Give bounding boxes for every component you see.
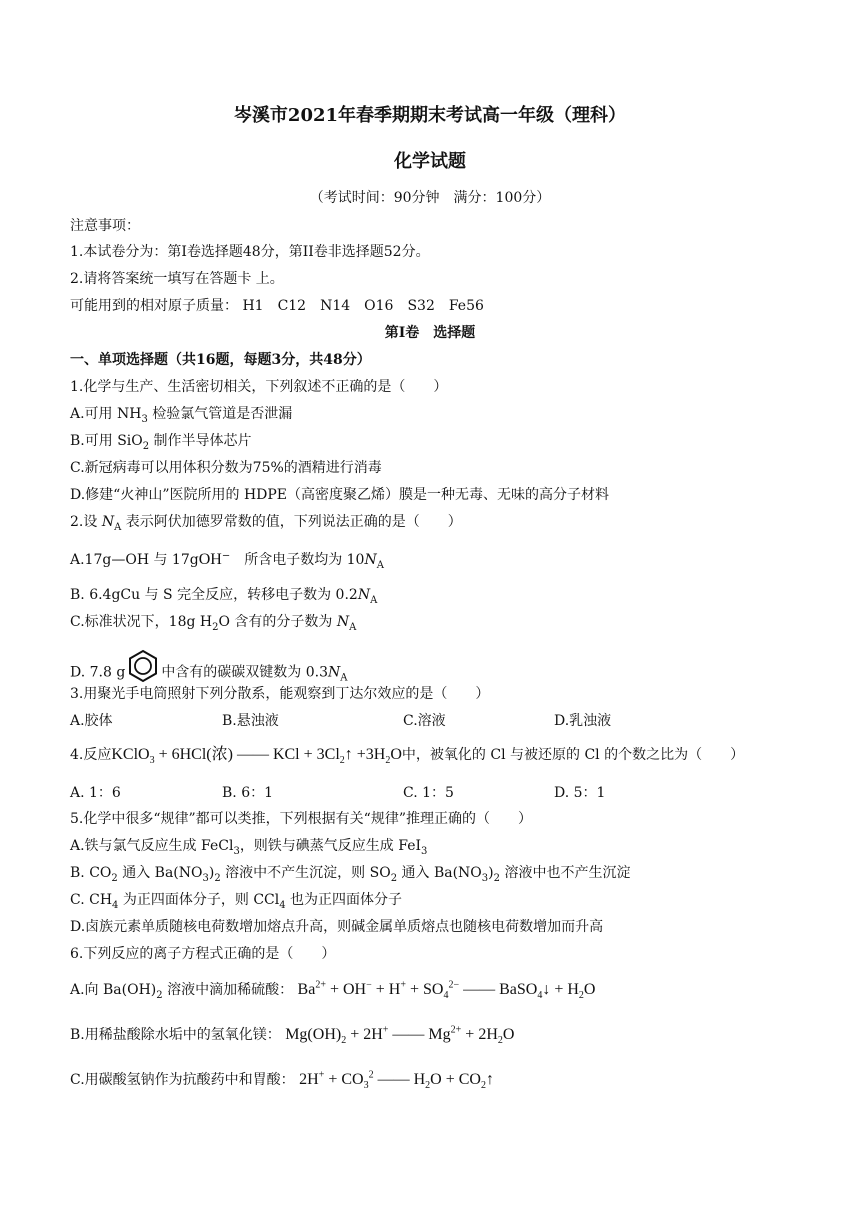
q1-option-a: A.可用 $NH_3$ 检验氯气管道是否泄漏 <box>70 406 293 425</box>
exam-title: 岑溪市2021年春季期期末考试高一年级（理科） <box>233 105 627 126</box>
q6-c-equation: $2H^+ + CO_3^2$ —— $H_2O$ + $CO_2↑$ <box>299 1069 494 1092</box>
q4-equation: KClO$_3$ + 6HCl(浓) —— KCl + $3Cl_2↑ +3H_2O$ <box>111 746 402 767</box>
section-title: 第I卷 选择题 <box>384 325 476 341</box>
paper-subtitle: 化学试题 <box>394 151 466 172</box>
q3-option-a: A.胶体 <box>70 713 113 729</box>
atomic-masses: 可能用到的相对原子质量： H1 C12 N14 O16 S32 Fe56 <box>70 298 484 314</box>
exam-info: （考试时间：90分钟 满分：100分） <box>309 190 551 206</box>
q5-stem: 5.化学中很多“规律”都可以类推，下列根据有关“规律”推理正确的（ ） <box>70 811 532 827</box>
q5-option-c: C. $CH_4$ 为正四面体分子，则 CCl$_4$ 也为正四面体分子 <box>70 892 403 911</box>
q2-option-d: D. 7.8 g 中含有的碳碳双键数为 $0.3N_A$ <box>70 648 348 697</box>
q1-option-b: B.可用 SiO$_2$ 制作半导体芯片 <box>70 433 252 452</box>
part-1-heading: 一、单项选择题（共16题，每题3分，共48分） <box>70 352 371 368</box>
q6-option-c: C.用碳酸氢钠作为抗酸药中和胃酸： $2H^+ + CO_3^2$ —— $H_2O$ + $CO_2↑$ <box>70 1069 494 1092</box>
q3-option-c: C.溶液 <box>403 713 446 729</box>
q5-option-d: D.卤族元素单质随核电荷数增加熔点升高，则碱金属单质熔点也随核电荷数增加而升高 <box>70 919 604 935</box>
q6-a-equation: $Ba^{2+} + OH^- + H^+ + SO_4^{2-}$ —— BaSO$_4$↓ + $H_2O$ <box>297 979 596 1002</box>
q2-option-a: A.17g—OH 与 17gOH− 所含电子数均为 $10N_A$ <box>70 550 384 571</box>
q1-stem: 1.化学与生产、生活密切相关，下列叙述不正确的是（ ） <box>70 379 448 395</box>
q3-option-d: D.乳浊液 <box>554 713 612 729</box>
q5-option-b: B. $CO_2$ 通入 $Ba(NO_3)_2$ 溶液中不产生沉淀，则 $SO_2$ 通入 $Ba(NO_3)_2$ 溶液中也不产生沉淀 <box>70 865 631 884</box>
q3-option-b: B.悬浊液 <box>222 713 279 729</box>
q1-option-d: D.修建“火神山”医院所用的 HDPE（高密度聚乙烯）膜是一种无毒、无味的高分子材料 <box>70 487 610 503</box>
q6-stem: 6.下列反应的离子方程式正确的是（ ） <box>70 946 336 962</box>
q1-option-c: C.新冠病毒可以用体积分数为75%的酒精进行消毒 <box>70 460 382 476</box>
q5-option-a: A.铁与氯气反应生成 FeCl$_3$，则铁与碘蒸气反应生成 FeI$_3$ <box>70 838 428 857</box>
q2-option-c: C.标准状况下，18g $H_2O$ 含有的分子数为 $N_A$ <box>70 614 357 633</box>
q4-option-c: C. 1：5 <box>403 785 454 801</box>
notes-heading: 注意事项： <box>70 218 140 234</box>
q2-option-b: B. 6.4gCu 与 S 完全反应，转移电子数为 $0.2N_A$ <box>70 587 378 606</box>
note-1: 1.本试卷分为：第I卷选择题48分，第II卷非选择题52分。 <box>70 244 430 260</box>
q2-stem: 2.设 $N_A$ 表示阿伏加德罗常数的值，下列说法正确的是（ ） <box>70 514 462 533</box>
q6-option-a: A.向 $Ba(OH)_2$ 溶液中滴加稀硫酸： $Ba^{2+} + OH^- + H^+ + SO_4^{2-}$ —— BaSO$_4$↓ + $H_2O$ <box>70 979 596 1002</box>
q4-option-b: B. 6：1 <box>222 785 274 801</box>
q4-option-d: D. 5：1 <box>554 785 606 801</box>
note-2: 2.请将答案统一填写在答题卡 上。 <box>70 271 284 287</box>
q4-stem: 4.反应KClO$_3$ + 6HCl(浓) —— KCl + $3Cl_2↑ +3H_2O$中，被氧化的 Cl 与被还原的 Cl 的个数之比为（ ） <box>70 746 745 767</box>
q6-b-equation: $Mg(OH)_2 + 2H^+$ —— $Mg^{2+} + 2H_2O$ <box>285 1024 515 1047</box>
q4-option-a: A. 1：6 <box>70 785 121 801</box>
q3-stem: 3.用聚光手电筒照射下列分散系，能观察到丁达尔效应的是（ ） <box>70 686 490 702</box>
q6-option-b: B.用稀盐酸除水垢中的氢氧化镁： $Mg(OH)_2 + 2H^+$ —— $Mg^{2+} + 2H_2O$ <box>70 1024 515 1047</box>
